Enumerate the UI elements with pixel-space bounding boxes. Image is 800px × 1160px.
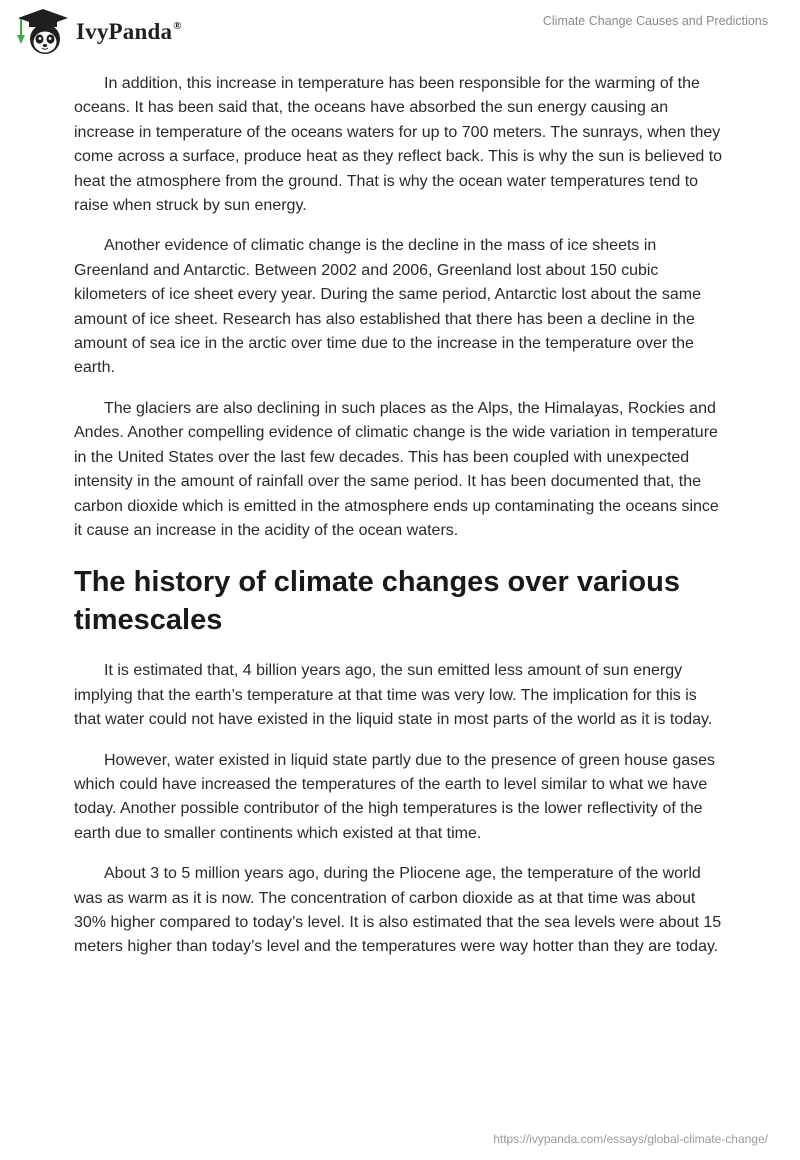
page-header <box>0 0 800 62</box>
paragraph: About 3 to 5 million years ago, during the Pliocene age, the temperature of the world was as warm as it is now. The concentration of carbon dioxide as at that time was about 30% higher compared to today’s level. It is also estimated that the sea levels were about 15 meters higher than today’s level and the temperatures were way hotter than they are today. <box>74 865 722 956</box>
section-heading: The history of climate changes over various timescales <box>74 566 680 637</box>
paragraph: In addition, this increase in temperature has been responsible for the warming of the oceans. It has been said that, the oceans have absorbed the sun energy causing an increase in temperature of the oceans waters for up to 700 meters. The sunrays, when they come across a surface, produce heat as they reflect back. This is why the sun is believed to heat the atmosphere from the ground. That is why the ocean water temperatures tend to raise when struck by sun energy. <box>74 75 723 215</box>
paragraph: Another evidence of climatic change is the decline in the mass of ice sheets in Greenland and Antarctic. Between 2002 and 2006, Greenland lost about 150 cubic kilometers of ice sheet every year. During the same period, Antarctic lost about the same amount of ice sheet. Research has also established that there has been a decline in the amount of sea ice in the arctic over time due to the increase in the temperature over the earth. <box>74 237 701 377</box>
brand-name: IvyPanda® <box>76 19 182 44</box>
essay-content <box>74 72 726 976</box>
registered-mark: ® <box>173 20 182 32</box>
document-title: Climate Change Causes and Predictions <box>542 14 768 28</box>
paragraph: However, water existed in liquid state partly due to the presence of green house gases which could have increased the temperatures of the earth to level similar to what we have today. Another possible contributor of the high temperatures is the lower reflectivity of the earth due to smaller continents which existed at that time. <box>74 751 716 842</box>
source-url: https://ivypanda.com/essays/global-climate-change/ <box>493 1132 768 1146</box>
paragraph: The glaciers are also declining in such places as the Alps, the Himalayas, Rockies and Andes. Another compelling evidence of climatic change is the wide variation in temperature in the United States over the last few decades. This has been coupled with unexpected intensity in the amount of rainfall over the same period. It has been documented that, the carbon dioxide which is emitted in the atmosphere ends up contaminating the oceans since it cause an increase in the acidity of the ocean waters. <box>74 399 719 539</box>
panda-graduate-logo-icon <box>14 7 72 57</box>
paragraph: It is estimated that, 4 billion years ago, the sun emitted less amount of sun energy implying that the earth’s temperature at that time was very low. The implication for this is that water could not have existed in the liquid state in most parts of the world as it is today. <box>74 662 713 729</box>
ivypanda-logo[interactable] <box>14 7 182 57</box>
